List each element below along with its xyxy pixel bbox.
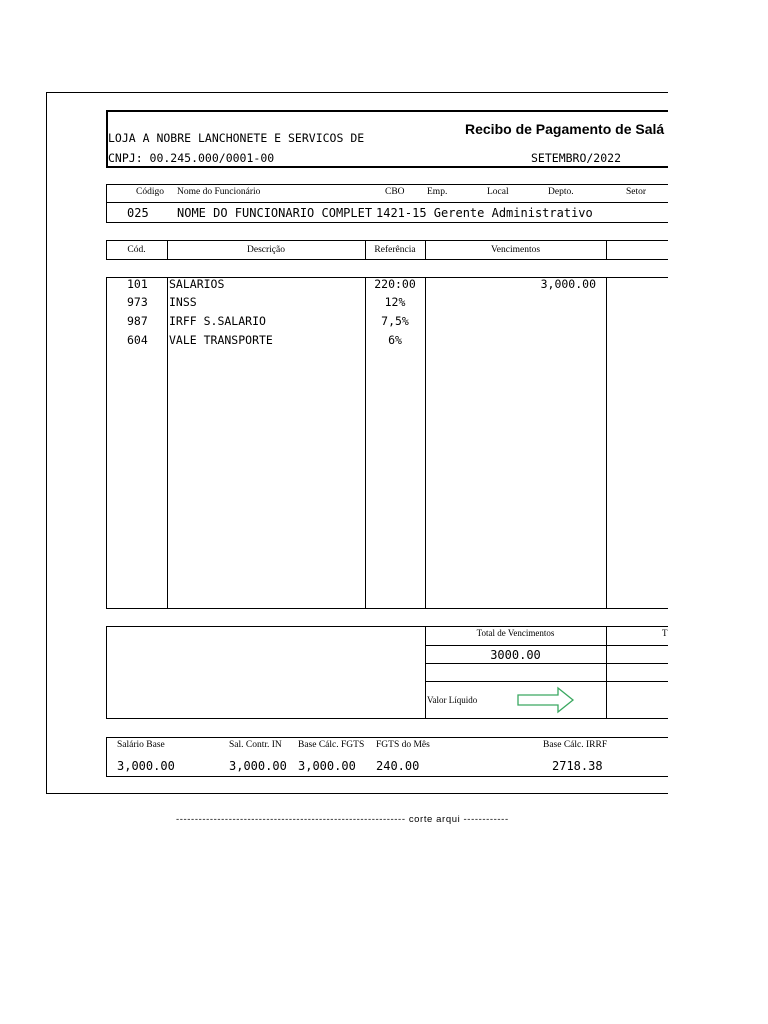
col-header-vencimentos: Vencimentos	[490, 245, 541, 255]
label-codigo: Código	[136, 187, 164, 197]
col-header-referencia: Referência	[374, 245, 416, 255]
bases-bottom-border	[106, 776, 668, 777]
row-cod: 604	[127, 333, 148, 347]
label-fgts-mes: FGTS do Mês	[376, 740, 430, 750]
sal-contr-inss-value: 3,000.00	[229, 759, 287, 773]
bases-left-border	[106, 737, 107, 776]
fgts-mes-value: 240.00	[376, 759, 420, 773]
company-name: LOJA A NOBRE LANCHONETE E SERVICOS DE	[108, 131, 365, 145]
cut-line: ------------------------------------------------------------- corte arqui ------------	[176, 814, 509, 825]
arrow-right-icon	[516, 686, 576, 714]
document-title: Recibo de Pagamento de Salá	[465, 121, 665, 137]
col-header-cod: Cód.	[127, 245, 146, 255]
row-descricao: SALARIOS	[169, 277, 225, 291]
header-top-border	[106, 110, 668, 112]
items-col-ref-b	[425, 277, 426, 608]
row-vencimentos: 3,000.00	[540, 277, 596, 291]
header-bottom-border	[106, 166, 668, 168]
employee-code: 025	[127, 206, 149, 220]
items-body-bottom	[106, 608, 668, 609]
row-referencia: 220:00	[374, 277, 416, 291]
sheet-top-border	[46, 92, 668, 93]
items-header-bottom	[106, 259, 668, 260]
label-setor: Setor	[626, 187, 647, 197]
row-referencia: 6%	[388, 333, 402, 347]
sheet-left-border	[46, 92, 47, 793]
pay-period: SETEMBRO/2022	[531, 151, 622, 165]
label-cbo: CBO	[385, 187, 405, 197]
row-cod: 973	[127, 295, 148, 309]
employee-cbo-role: 1421-15 Gerente Administrativo	[376, 206, 593, 220]
label-sal-contr-inss: Sal. Contr. IN	[229, 740, 282, 750]
label-local: Local	[487, 187, 509, 197]
label-salario-base: Salário Base	[117, 740, 165, 750]
totals-line-3	[425, 681, 668, 682]
total-vencimentos-value: 3000.00	[490, 648, 541, 662]
label-valor-liquido: Valor Líquido	[427, 695, 478, 705]
totals-divider-2	[606, 626, 607, 718]
items-col-venc-h	[606, 240, 607, 259]
salario-base-value: 3,000.00	[117, 759, 175, 773]
totals-divider-1	[425, 626, 426, 718]
employee-bottom-border	[106, 222, 668, 223]
totals-line-1	[425, 645, 668, 646]
employee-mid-border	[106, 202, 668, 203]
items-col-left-b	[106, 277, 107, 608]
row-referencia: 12%	[384, 295, 406, 309]
row-cod: 101	[127, 277, 148, 291]
employee-name: NOME DO FUNCIONARIO COMPLET	[177, 206, 373, 220]
totals-left-border	[106, 626, 107, 718]
label-emp: Emp.	[427, 187, 448, 197]
totals-bottom-border	[106, 718, 668, 719]
row-descricao: IRFF S.SALARIO	[169, 314, 266, 328]
items-col-cod-b	[167, 277, 168, 608]
sheet-bottom-border	[46, 793, 668, 794]
label-base-calc-fgts: Base Cálc. FGTS	[298, 740, 365, 750]
items-header-top	[106, 240, 668, 241]
bases-top-border	[106, 737, 668, 738]
base-calc-fgts-value: 3,000.00	[298, 759, 356, 773]
row-descricao: VALE TRANSPORTE	[169, 333, 273, 347]
label-total-vencimentos: Total de Vencimentos	[476, 628, 555, 638]
employee-top-border	[106, 184, 668, 185]
label-total-next: T	[662, 628, 668, 638]
label-depto: Depto.	[548, 187, 574, 197]
employee-left-border	[106, 184, 107, 222]
row-descricao: INSS	[169, 295, 197, 309]
items-col-venc-b	[606, 277, 607, 608]
base-calc-irrf-value: 2718.38	[552, 759, 603, 773]
totals-top-border	[106, 626, 668, 627]
label-nome: Nome do Funcionário	[177, 187, 261, 197]
row-referencia: 7,5%	[381, 314, 409, 328]
col-header-descricao: Descrição	[247, 245, 285, 255]
company-cnpj: CNPJ: 00.245.000/0001-00	[108, 151, 275, 165]
totals-line-2	[425, 663, 668, 664]
row-cod: 987	[127, 314, 148, 328]
label-base-calc-irrf: Base Cálc. IRRF	[543, 740, 608, 750]
